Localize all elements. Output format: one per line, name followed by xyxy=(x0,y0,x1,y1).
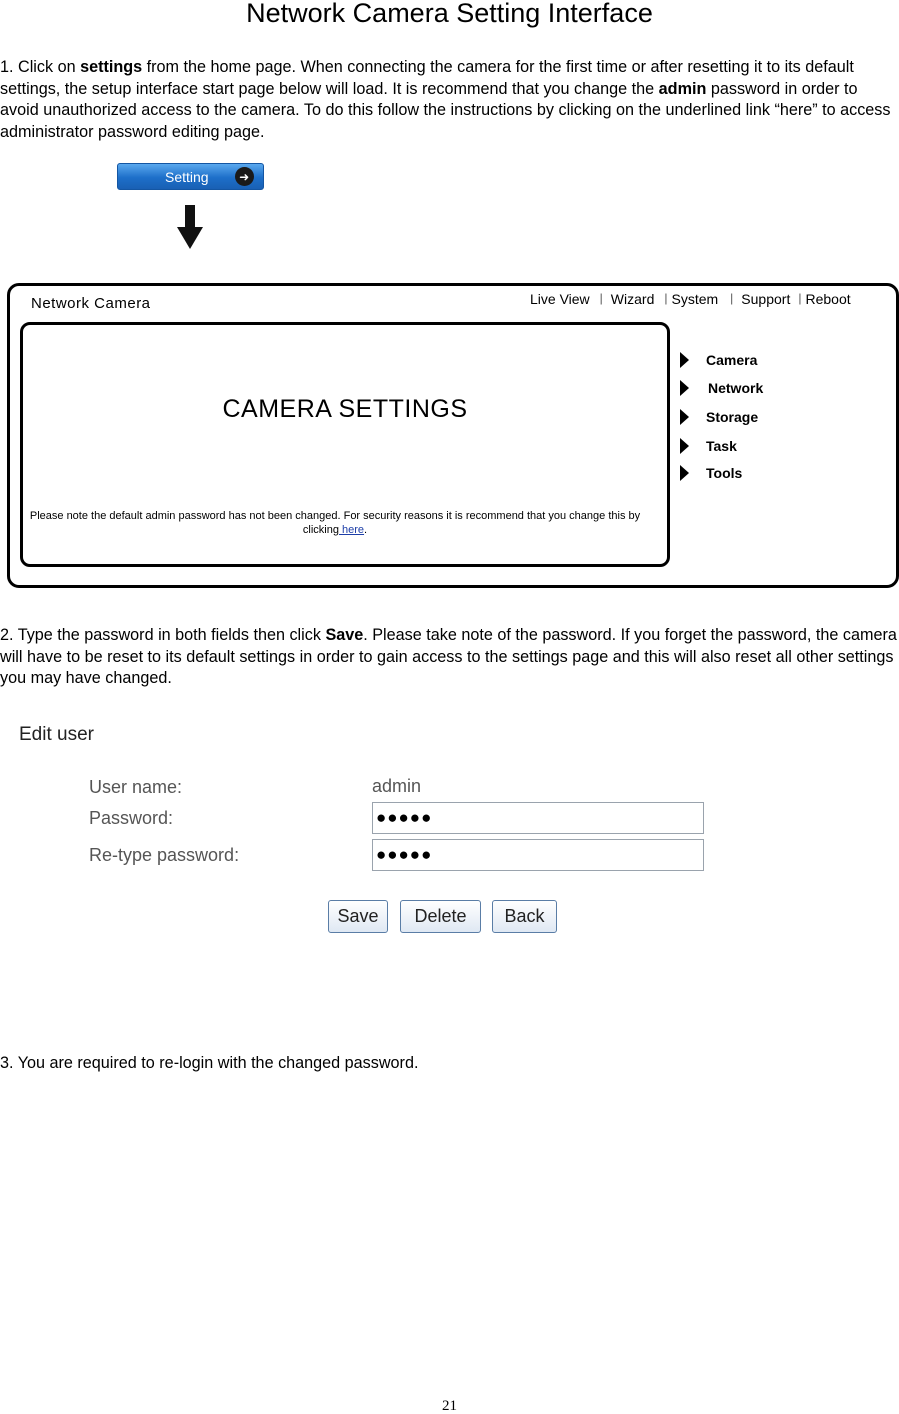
back-button[interactable]: Back xyxy=(492,900,557,933)
step-3-paragraph: 3. You are required to re-login with the changed password. xyxy=(0,1054,419,1072)
nav-system[interactable]: System xyxy=(671,291,719,307)
save-button[interactable]: Save xyxy=(328,900,388,933)
password-warning-note: Please note the default admin password has not been changed. For security reasons it is recommend that you change this by clicking here. xyxy=(29,510,641,536)
nav-support[interactable]: Support xyxy=(741,291,791,307)
password-label: Password: xyxy=(89,808,174,828)
down-arrow-icon xyxy=(177,205,203,249)
setting-button-label: Setting xyxy=(165,168,209,185)
page-number: 21 xyxy=(442,1398,457,1414)
step-2-paragraph: 2. Type the password in both fields then click Save. Please take note of the password. If you forget the password, the camera will have to be reset to its default settings in order to gain access to the settings page and this will also reset all other settings you may have changed. xyxy=(0,626,897,688)
step-1-paragraph: 1. Click on settings from the home page. When connecting the camera for the first time or after resetting it to its default settings, the setup interface start page below will load. It is recommend that you change the admin password in order to avoid unauthorized access to the camera. To do this follow the instructions by clicking on the underlined link “here” to access administrator password editing page. xyxy=(0,58,891,141)
triangle-right-icon xyxy=(680,438,689,454)
triangle-right-icon xyxy=(680,409,689,425)
nav-separator: | xyxy=(664,291,668,305)
top-navigation xyxy=(530,291,851,307)
username-value: admin xyxy=(372,776,422,796)
username-label: User name: xyxy=(89,777,183,797)
password-input[interactable]: ●●●●● xyxy=(372,802,704,834)
camera-brand: Network Camera xyxy=(31,295,151,312)
nav-live-view[interactable]: Live View xyxy=(530,291,590,307)
retype-password-input[interactable]: ●●●●● xyxy=(372,839,704,871)
setting-button[interactable] xyxy=(117,163,264,190)
menu-item-storage[interactable]: Storage xyxy=(680,409,758,425)
arrow-right-icon: ➜ xyxy=(235,167,254,186)
menu-item-network[interactable]: Network xyxy=(680,380,763,396)
nav-separator: | xyxy=(798,291,802,305)
nav-wizard[interactable]: Wizard xyxy=(610,291,655,307)
camera-settings-heading: CAMERA SETTINGS xyxy=(222,395,468,423)
delete-button[interactable]: Delete xyxy=(400,900,481,933)
nav-separator: | xyxy=(730,291,734,305)
menu-item-tools[interactable]: Tools xyxy=(680,465,742,481)
nav-separator: | xyxy=(599,291,603,305)
triangle-right-icon xyxy=(680,380,689,396)
here-link[interactable]: here xyxy=(338,524,365,536)
retype-password-label: Re-type password: xyxy=(89,845,240,865)
nav-reboot[interactable]: Reboot xyxy=(805,291,851,307)
menu-item-task[interactable]: Task xyxy=(680,438,737,454)
menu-item-camera[interactable]: Camera xyxy=(680,352,757,368)
edit-user-title: Edit user xyxy=(19,724,94,745)
triangle-right-icon xyxy=(680,465,689,481)
page-title: Network Camera Setting Interface xyxy=(246,0,653,28)
triangle-right-icon xyxy=(680,352,689,368)
